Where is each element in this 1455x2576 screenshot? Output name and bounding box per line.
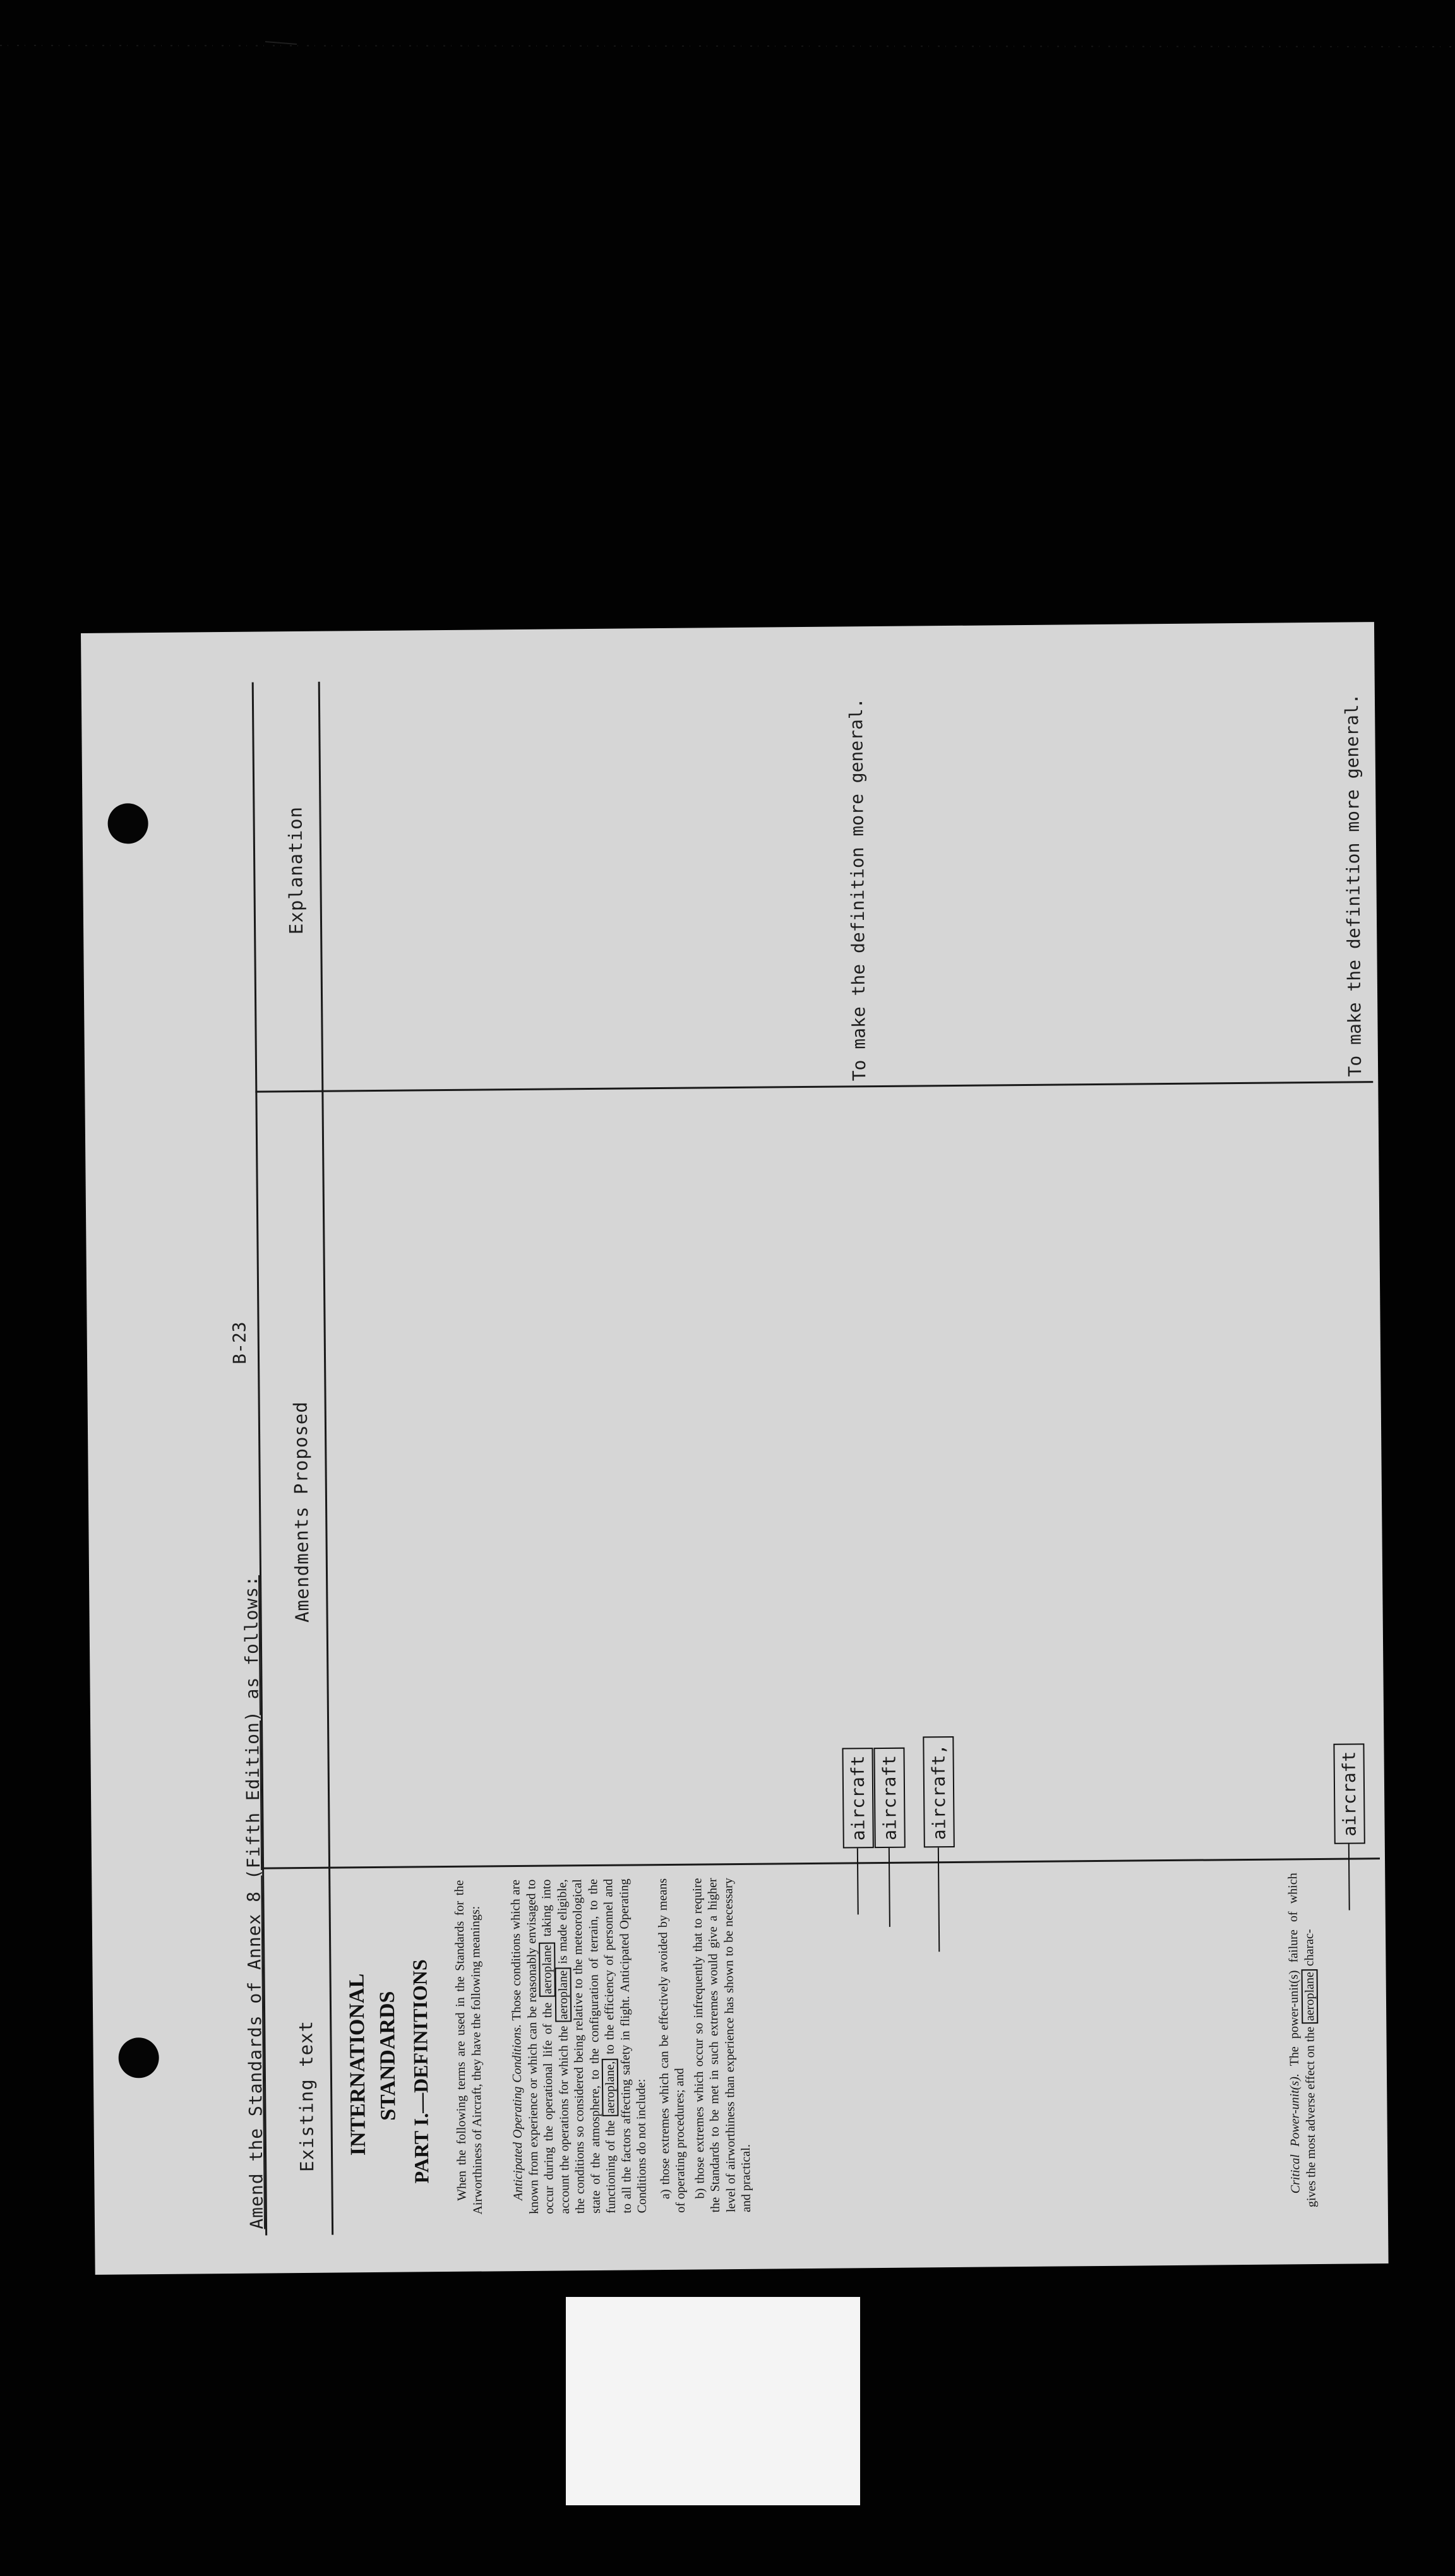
cpu-text-1: The power-unit(s) failure of which gives the most adverse effect on the — [1286, 1873, 1319, 2208]
scan-edge-noise — [0, 38, 1455, 57]
connector-4 — [1348, 1844, 1350, 1911]
item-a: a) those extremes which can be effectively avoided by means of operating procedures; and — [655, 1878, 688, 2213]
term-critical-power-unit: Critical Power-unit(s). — [1287, 2073, 1303, 2194]
amendment-box-3: aircraft, — [923, 1736, 955, 1847]
amendment-box-1: aircraft — [842, 1748, 873, 1848]
connector-2 — [889, 1848, 890, 1927]
aoc-text-1: Those conditions which are known from experience or which can be reasonably envisaged to occur during the operational life of the — [508, 1879, 556, 2214]
cpu-text-2: charac- — [1302, 1929, 1316, 1967]
aoc-text-4: to the efficiency of personnel and to all the factors affecting safety in flight. Anticipated Operating Conditions do not include: — [601, 1878, 649, 2214]
definition-critical-power-unit — [1285, 1873, 1319, 2207]
amendment-box-4: aircraft — [1333, 1743, 1365, 1844]
existing-text-body — [452, 1878, 754, 2215]
column-divider-1 — [262, 1857, 1380, 1869]
aoc-text-3: is made eligible, the conditions so considered being relative to the meteorological state of the atmosphere, to the configuration of terrain, to the functioning of the — [554, 1878, 618, 2214]
term-anticipated-operating-conditions: Anticipated Operating Conditions. — [510, 2024, 525, 2201]
column-header-proposed: Amendments Proposed — [289, 1401, 313, 1623]
aoc-text-2: taking into account the operations for which the — [539, 1879, 572, 2214]
item-b: b) those extremes which occur so infrequently that to require the Standards to be met in such extremes would give a higher level of airworthiness than experience has shown to be necessary and practical. — [690, 1878, 753, 2213]
cpu-highlight: aeroplane — [1301, 1969, 1318, 2024]
connector-1 — [857, 1848, 859, 1914]
intro-line: Amend the Standards of Annex 8 (Fifth Edition) as follows: — [241, 1575, 268, 2229]
aoc-highlight-1: aeroplane — [539, 1942, 556, 1996]
amendment-box-2: aircraft — [873, 1748, 905, 1848]
paper-slip — [566, 2297, 860, 2505]
heading-part-definitions: PART I.—DEFINITIONS — [408, 1959, 433, 2184]
table-header-rule — [318, 682, 333, 2235]
heading-standards: STANDARDS — [375, 1991, 400, 2121]
explanation-1: To make the definition more general. — [845, 698, 870, 1082]
explanation-2: To make the definition more general. — [1341, 693, 1366, 1077]
rotated-content — [81, 622, 1389, 2275]
aoc-highlight-2: aeroplane — [554, 1968, 572, 2022]
aoc-highlight-3: aeroplane, — [602, 2059, 619, 2116]
column-header-explanation: Explanation — [284, 806, 308, 935]
page-number: B-23 — [229, 1321, 251, 1364]
column-header-existing: Existing text — [295, 2020, 318, 2173]
heading-international: INTERNATIONAL — [345, 1973, 371, 2156]
intro-paragraph: When the following terms are used in the Standards for the Airworthiness of Aircraft, they have the following meanings: — [452, 1880, 485, 2215]
column-divider-2 — [255, 1081, 1373, 1092]
document-page — [81, 622, 1389, 2275]
definition-anticipated-operating-conditions — [508, 1878, 650, 2214]
